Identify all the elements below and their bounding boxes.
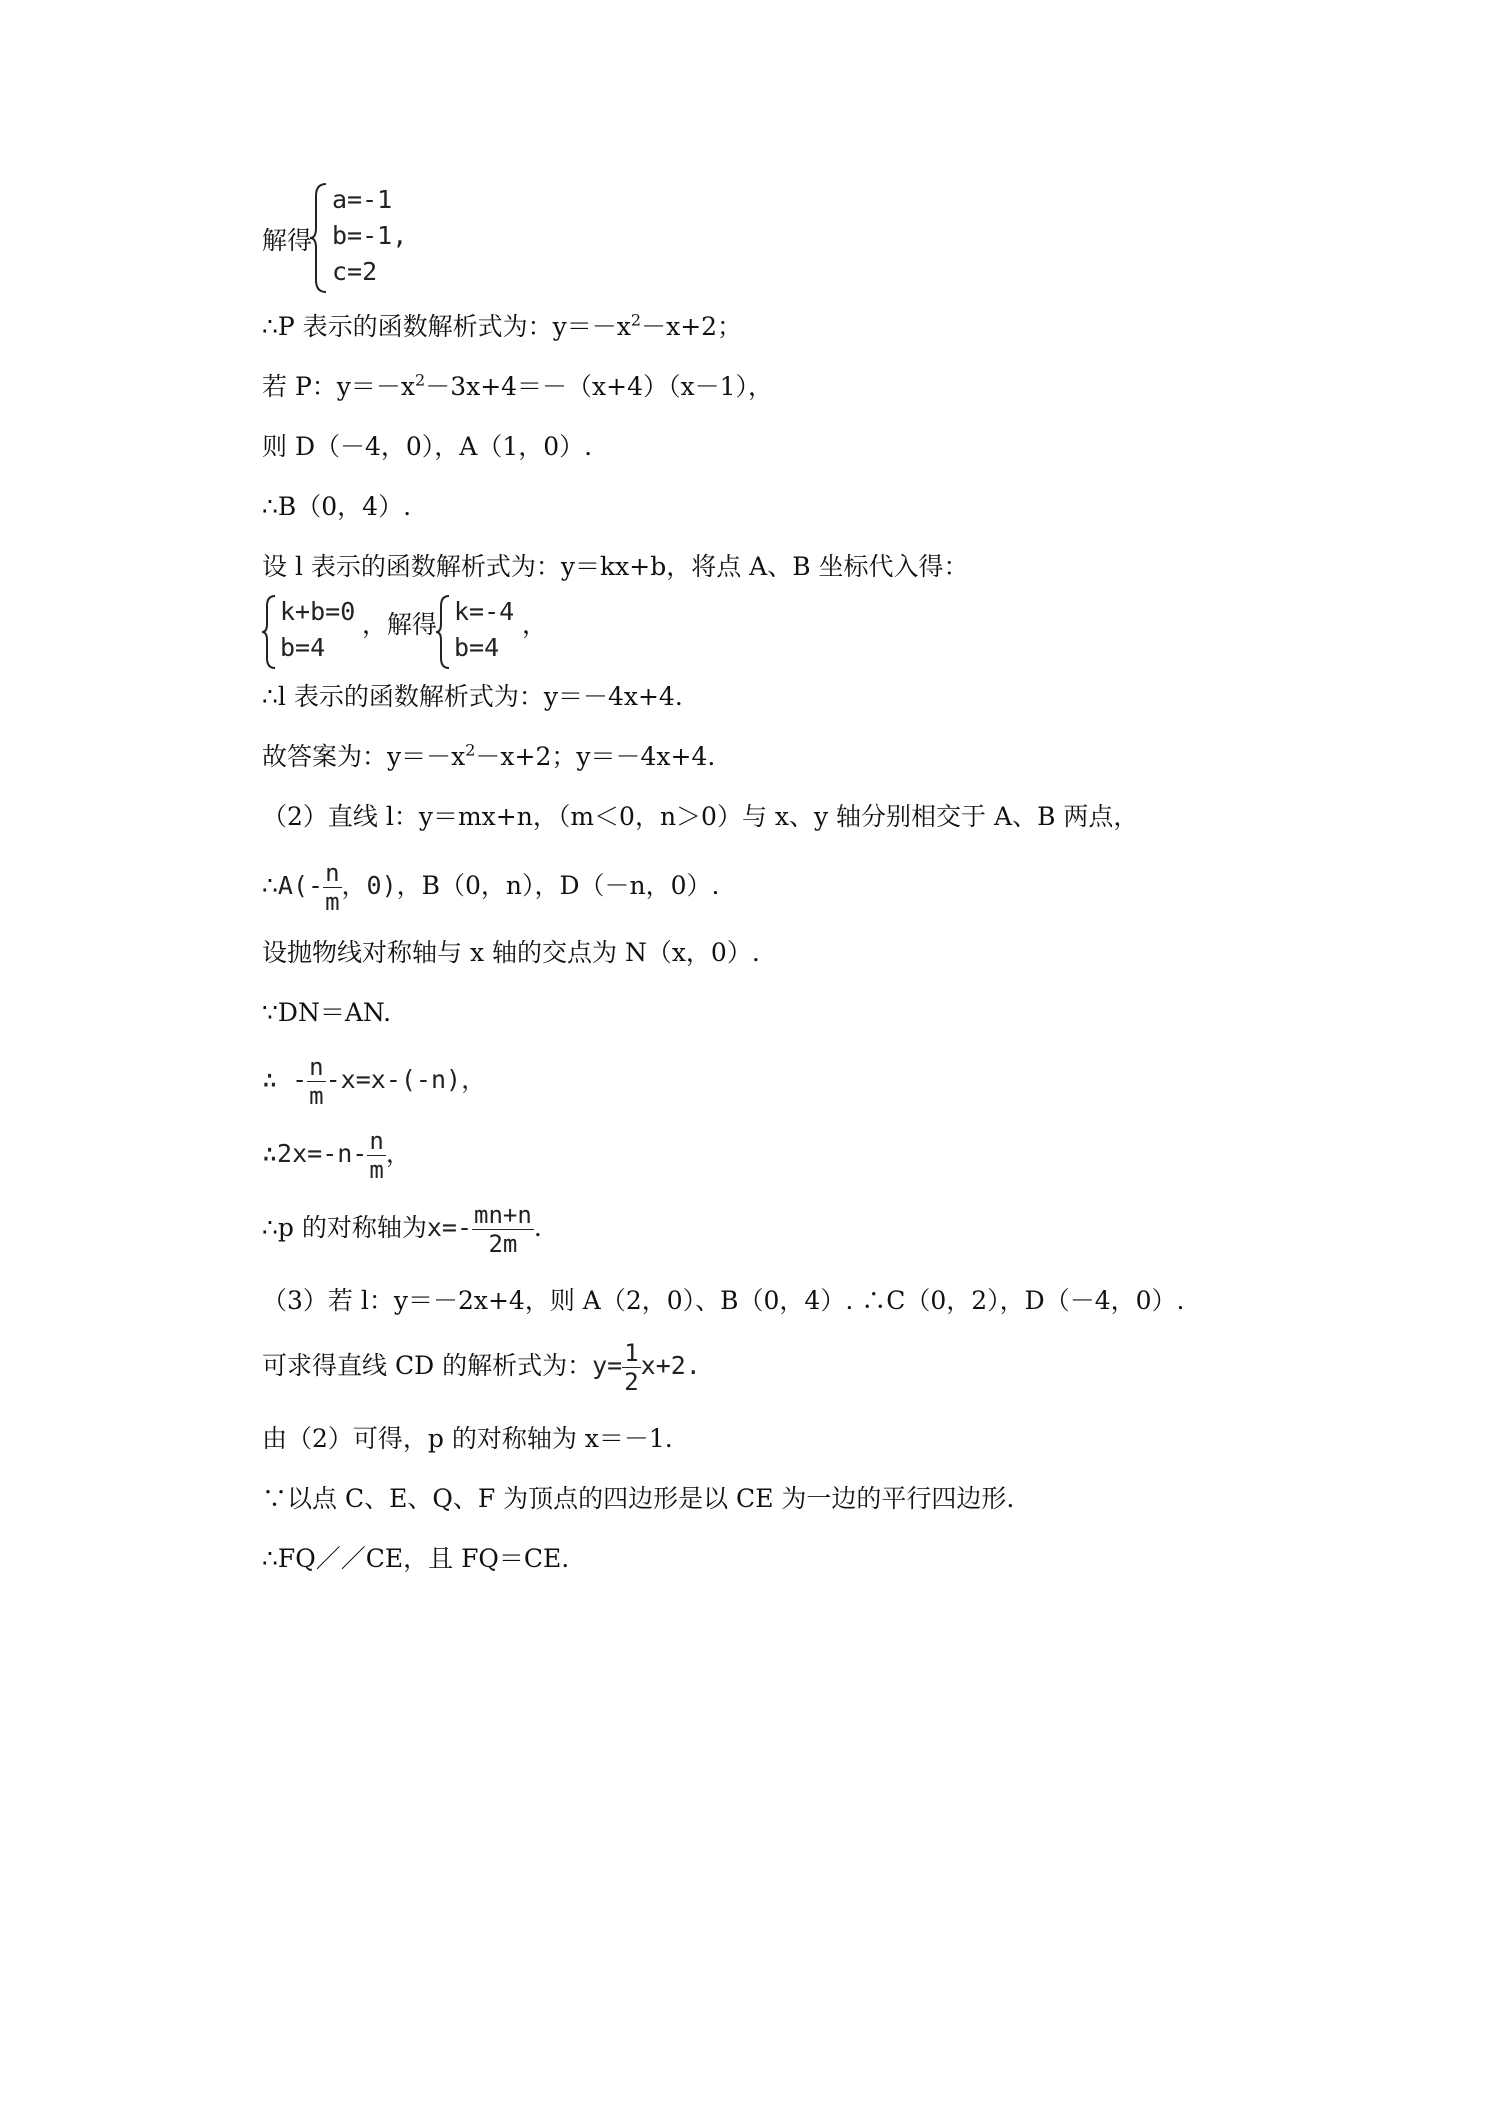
left-brace-icon [310,182,330,294]
dn-equals-an-line: ∵DN＝AN. [262,998,392,1027]
solve-prefix: 解得 [262,226,313,255]
solve-middle: ，解得 [362,610,438,639]
system-suffix: ， [522,610,548,639]
p-function-expression: ∴P 表示的函数解析式为：$y=-x^2-x+2$； [262,310,743,341]
then-points-line: 则 D（－4，0），A（1，0）. [262,432,593,461]
solution-k: k=-4 [454,597,515,626]
part-3-line: （3）若 l：y＝－2x+4，则 A（2，0）、B（0，4）. ∴C（0，2），D（－4，0）. [262,1286,1185,1315]
final-line: ∴FQ／／CE，且 FQ＝CE. [262,1544,570,1573]
points-a-b-d-line: ∴A(- $\frac{n}{m}$ ，0)，B（0，n），D（－n，0）. [262,859,720,916]
left-brace-icon [436,594,452,670]
if-p-line: 若 P：$y=-x^2-3x+4=-(x+4)(x-1)$， [262,370,774,401]
set-l-line: 设 l 表示的函数解析式为：y＝kx+b，将点 A、B 坐标代入得： [262,552,969,581]
point-b-line: ∴B（0，4）. [262,492,412,521]
fraction: $\frac{n}{m}$ [369,1127,384,1184]
solution-b: b=4 [454,633,500,662]
part-2-line: （2）直线 l：y＝mx+n，（m＜0，n＞0）与 x、y 轴分别相交于 A、B 两点， [262,802,1139,831]
p-axis-line: ∴p 的对称轴为x=- $\frac{mn+n}{2m}$ . [262,1201,542,1258]
equation-line-2: ∴2x=-n- $\frac{n}{m}$ ， [262,1127,411,1184]
fraction: $\frac{1}{2}$ [624,1339,639,1396]
l-function-expression: ∴l 表示的函数解析式为：y＝－4x+4. [262,682,683,711]
case-b: b=-1, [332,221,408,250]
axis-intersection-line: 设抛物线对称轴与 x 轴的交点为 N（x，0）. [262,938,760,967]
abc-cases [332,182,407,290]
case-a: a=-1 [332,185,393,214]
answer-line: 故答案为：$y=-x^2-x+2$；y＝－4x+4. [262,740,716,771]
fraction: $\frac{mn+n}{2m}$ [474,1201,532,1258]
cd-expression-line: 可求得直线 CD 的解析式为：y= $\frac{1}{2}$ x+2. [262,1339,701,1396]
from-part-2-line: 由（2）可得，p 的对称轴为 x＝－1. [262,1424,673,1453]
equation-line-1: ∴ - $\frac{n}{m}$ -x=x-(-n)， [262,1053,487,1110]
kb-system-right [454,594,514,666]
case-c: c=2 [332,257,378,286]
fraction: $\frac{n}{m}$ [309,1053,324,1110]
because-line: ∵以点 C、E、Q、F 为顶点的四边形是以 CE 为一边的平行四边形. [262,1484,1015,1513]
equation-1: k+b=0 [280,597,356,626]
fraction: $\frac{n}{m}$ [325,859,340,916]
left-brace-icon [262,594,278,670]
equation-2: b=4 [280,633,326,662]
kb-system-left [280,594,355,666]
